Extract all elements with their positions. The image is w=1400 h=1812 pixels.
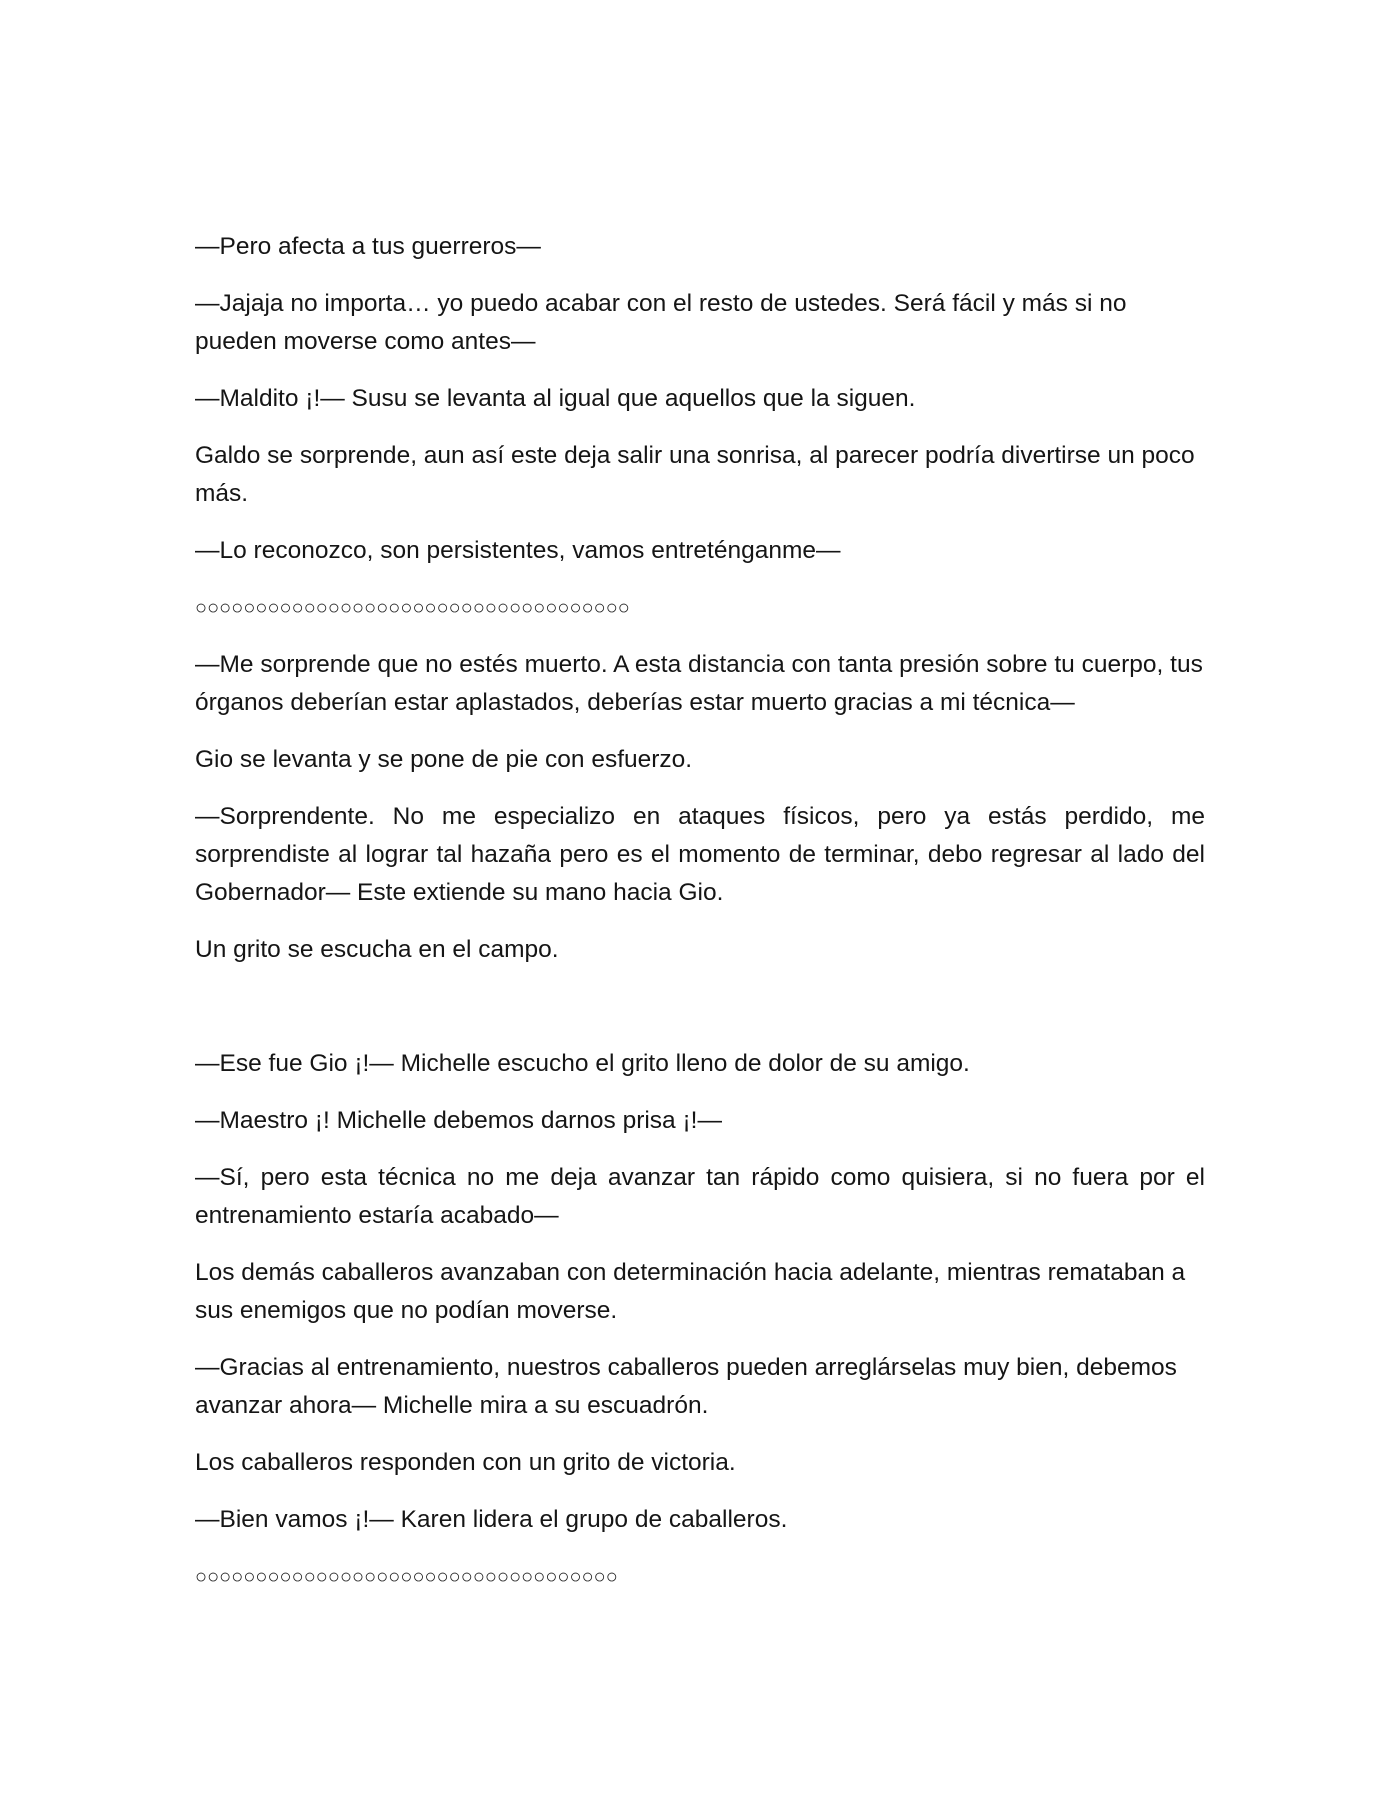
paragraph-13: Los demás caballeros avanzaban con determinación hacia adelante, mientras remataban a sus enemigos que no podían moverse. [195,1259,1186,1324]
paragraph-15: Los caballeros responden con un grito de victoria. [195,1449,736,1476]
paragraph-16: —Bien vamos ¡!— Karen lidera el grupo de caballeros. [195,1506,788,1533]
blank-gap [195,988,1205,1045]
paragraph-1: —Pero afecta a tus guerreros— [195,233,541,260]
paragraph-10: —Ese fue Gio ¡!— Michelle escucho el grito lleno de dolor de su amigo. [195,1050,970,1077]
paragraph-14: —Gracias al entrenamiento, nuestros caballeros pueden arreglárselas muy bien, debemos avanzar ahora— Michelle mira a su escuadrón. [195,1354,1177,1419]
scene-separator-1: ○○○○○○○○○○○○○○○○○○○○○○○○○○○○○○○○○○○○ [195,597,630,619]
paragraph-6: —Me sorprende que no estés muerto. A esta distancia con tanta presión sobre tu cuerpo, tus órganos deberían estar aplastados, deberías estar muerto gracias a mi técnica— [195,651,1203,716]
document-page [195,228,1205,1615]
paragraph-2: —Jajaja no importa… yo puedo acabar con el resto de ustedes. Será fácil y más si no pueden moverse como antes— [195,290,1127,355]
paragraph-9: Un grito se escucha en el campo. [195,936,559,963]
paragraph-5: —Lo reconozco, son persistentes, vamos entreténganme— [195,537,841,564]
paragraph-11: —Maestro ¡! Michelle debemos darnos prisa ¡!— [195,1107,722,1134]
paragraph-3: —Maldito ¡!— Susu se levanta al igual que aquellos que la siguen. [195,385,916,412]
paragraph-4: Galdo se sorprende, aun así este deja salir una sonrisa, al parecer podría divertirse un poco más. [195,442,1195,507]
paragraph-8: —Sorprendente. No me especializo en ataques físicos, pero ya estás perdido, me sorprendiste al lograr tal hazaña pero es el momento de terminar, debo regresar al lado del Gobernador— Este extiende su mano hacia Gio. [195,803,1205,906]
paragraph-7: Gio se levanta y se pone de pie con esfuerzo. [195,746,693,773]
scene-separator-2: ○○○○○○○○○○○○○○○○○○○○○○○○○○○○○○○○○○○ [195,1566,618,1588]
paragraph-12: —Sí, pero esta técnica no me deja avanzar tan rápido como quisiera, si no fuera por el entrenamiento estaría acabado— [195,1164,1205,1229]
